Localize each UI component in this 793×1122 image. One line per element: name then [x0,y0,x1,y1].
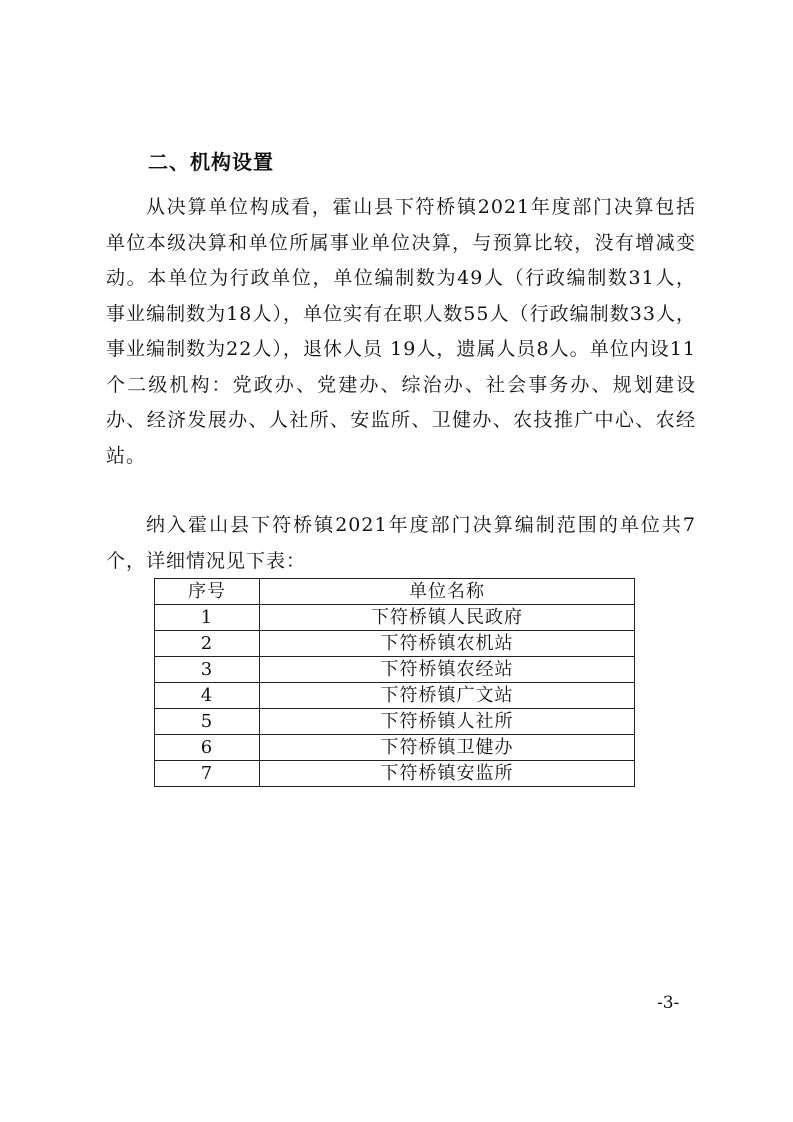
table-row [155,631,635,657]
row-unit-name: 下符桥镇农经站 [260,657,635,683]
row-unit-name: 下符桥镇安监所 [260,761,635,787]
table-header-row [155,579,635,605]
row-index: 1 [155,605,260,631]
row-unit-name: 下符桥镇广文站 [260,683,635,709]
table-row [155,709,635,735]
row-unit-name: 下符桥镇人民政府 [260,605,635,631]
table-row [155,735,635,761]
page-number: -3- [657,993,680,1013]
row-index: 3 [155,657,260,683]
row-index: 5 [155,709,260,735]
header-unit-name: 单位名称 [260,579,635,605]
units-table [154,578,635,787]
paragraph-org-structure: 从决算单位构成看，霍山县下符桥镇2021年度部门决算包括单位本级决算和单位所属事业单位决算，与预算比较，没有增减变动。本单位为行政单位，单位编制数为49人（行政编制数31人，事业编制数为18人），单位实有在职人数55人（行政编制数33人，事业编制数为22人），退休人员 19人，遗属人员8人。单位内设11个二级机构：党政办、党建办、综治办、社会事务办、规划建设办、经济发展办、人社所、安监所、卫健办、农技推广中心、农经站。 [106,196,696,467]
table-row [155,605,635,631]
table-row [155,683,635,709]
row-unit-name: 下符桥镇人社所 [260,709,635,735]
row-unit-name: 下符桥镇农机站 [260,631,635,657]
table-row [155,657,635,683]
row-unit-name: 下符桥镇卫健办 [260,735,635,761]
row-index: 2 [155,631,260,657]
table-row [155,761,635,787]
row-index: 6 [155,735,260,761]
row-index: 7 [155,761,260,787]
section-heading: 二、机构设置 [148,150,274,174]
paragraph-unit-scope: 纳入霍山县下符桥镇2021年度部门决算编制范围的单位共7个，详细情况见下表： [106,514,696,572]
header-index: 序号 [155,579,260,605]
row-index: 4 [155,683,260,709]
